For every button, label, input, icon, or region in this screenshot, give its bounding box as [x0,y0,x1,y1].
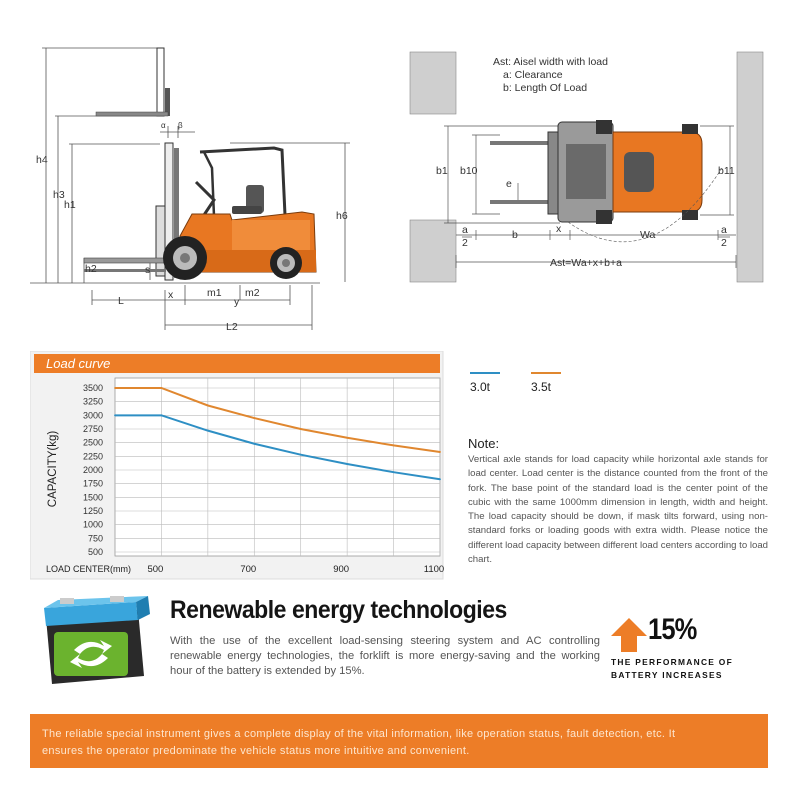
chart-point-1 [253,417,255,419]
chart-point-1 [161,387,163,389]
legend-label-3-5t: 3.5t [531,380,552,394]
renewable-body: With the use of the excellent load-sensing steering system and AC controlling renewable energy technologies, the forklift is more energy-saving and the working hour of the battery is extended by 15%. [170,635,600,677]
legend-item-3t [470,372,530,394]
side-label-y: y [234,296,240,308]
chart-y-tick-label: 2500 [82,437,103,448]
side-label-h1: h1 [64,199,76,211]
chart-point-1 [207,405,209,407]
chart-x-tick-label: 700 [240,564,257,575]
top-legend-a: a: Clearance [503,69,563,81]
side-label-x: x [168,289,174,301]
chart-y-tick-label: 2000 [82,465,103,475]
top-legend-b: b: Length Of Load [503,82,588,94]
chart-y-tick-label: 3250 [82,396,103,407]
side-label-L2: L2 [226,321,238,333]
legend-swatch-3-5t [531,372,561,374]
top-legend-ast: Ast: Aisel width with load [493,56,608,68]
chart-point-0 [161,414,163,416]
top-label-b: b [512,229,518,241]
chart-point-0 [253,443,255,445]
chart-x-tick-label: 1100 [423,564,445,575]
side-label-h6: h6 [336,210,348,222]
side-label-s: s [145,264,151,276]
side-label-beta: β [178,121,183,130]
battery-caption: THE PERFORMANCE OF BATTERY INCREASES [611,657,734,680]
renewable-title: Renewable energy technologies [170,596,507,624]
side-label-m2: m2 [245,287,260,299]
top-label-b1: b1 [436,165,448,177]
chart-point-0 [207,430,209,432]
side-label-h4: h4 [36,154,48,166]
top-label-a-right: a [721,224,727,236]
chart-x-tick-label: 500 [147,564,164,575]
info-banner-text: The reliable special instrument gives a complete display of the vital information, like operation status, fault detection, etc. It ensures the operator predominate the vehicle status more intuitive and convenient. [42,728,676,757]
side-label-h2: h2 [85,263,97,275]
chart-y-tick-label: 750 [87,533,103,544]
top-label-e: e [506,178,512,190]
top-label-wa: Wa [640,229,656,241]
chart-y-tick-label: 3000 [82,410,103,421]
load-curve-chart [30,351,445,581]
side-label-alpha: α [161,121,166,130]
chart-y-axis-label: CAPACITY(kg) [47,430,59,508]
chart-point-1 [114,387,116,389]
side-label-L: L [118,295,124,307]
chart-y-tick-label: 1250 [82,506,103,516]
chart-y-tick-label: 2750 [82,424,103,434]
battery-icon [40,596,150,688]
legend-item-3-5t [531,372,591,394]
chart-y-tick-label: 500 [87,547,103,557]
chart-point-1 [300,428,302,430]
forklift-top-view [400,40,780,290]
chart-point-1 [439,451,441,453]
forklift-side-view [0,0,390,345]
chart-x-tick-label: 900 [333,564,350,575]
battery-percent: 15% [648,613,697,646]
top-label-2-right: 2 [721,237,727,249]
top-label-b11: b11 [718,165,735,177]
top-label-2-left: 2 [462,237,468,249]
top-formula: Ast=Wa+x+b+a [550,257,622,269]
note-body: Vertical axle stands for load capacity while horizontal axle stands for load center. Load center is the distance counted from the front of the fork. The base point of the standard load is the center point of the cubic with the same 1000mm dimension in length, width and height. The load capacity should be down, if mask tilts forward, using non-standard forks or loading goods with extra width. Please notice the different load capacity between different load centers according to load chart. [468,454,768,566]
legend-label-3t: 3.0t [470,380,491,394]
top-label-x: x [556,223,562,235]
side-label-m1: m1 [207,287,222,299]
chart-y-tick-label: 3500 [82,383,103,393]
chart-point-1 [346,437,348,439]
side-label-h3: h3 [53,189,65,201]
chart-point-0 [300,454,302,456]
chart-point-0 [114,414,116,416]
chart-point-0 [393,471,395,473]
chart-y-tick-label: 1000 [82,519,103,530]
note-title: Note: [468,436,500,451]
chart-y-tick-label: 1500 [82,492,103,503]
chart-title: Load curve [46,356,111,371]
chart-y-tick-label: 2250 [82,451,103,462]
legend-swatch-3t [470,372,500,374]
top-label-b10: b10 [460,165,478,177]
chart-point-1 [393,445,395,447]
chart-y-tick-label: 1750 [82,478,103,489]
chart-x-axis-label: LOAD CENTER(mm) [46,564,131,574]
top-label-a-left: a [462,224,468,236]
chart-point-0 [346,463,348,465]
up-arrow-icon [611,618,647,652]
chart-point-0 [439,478,441,480]
